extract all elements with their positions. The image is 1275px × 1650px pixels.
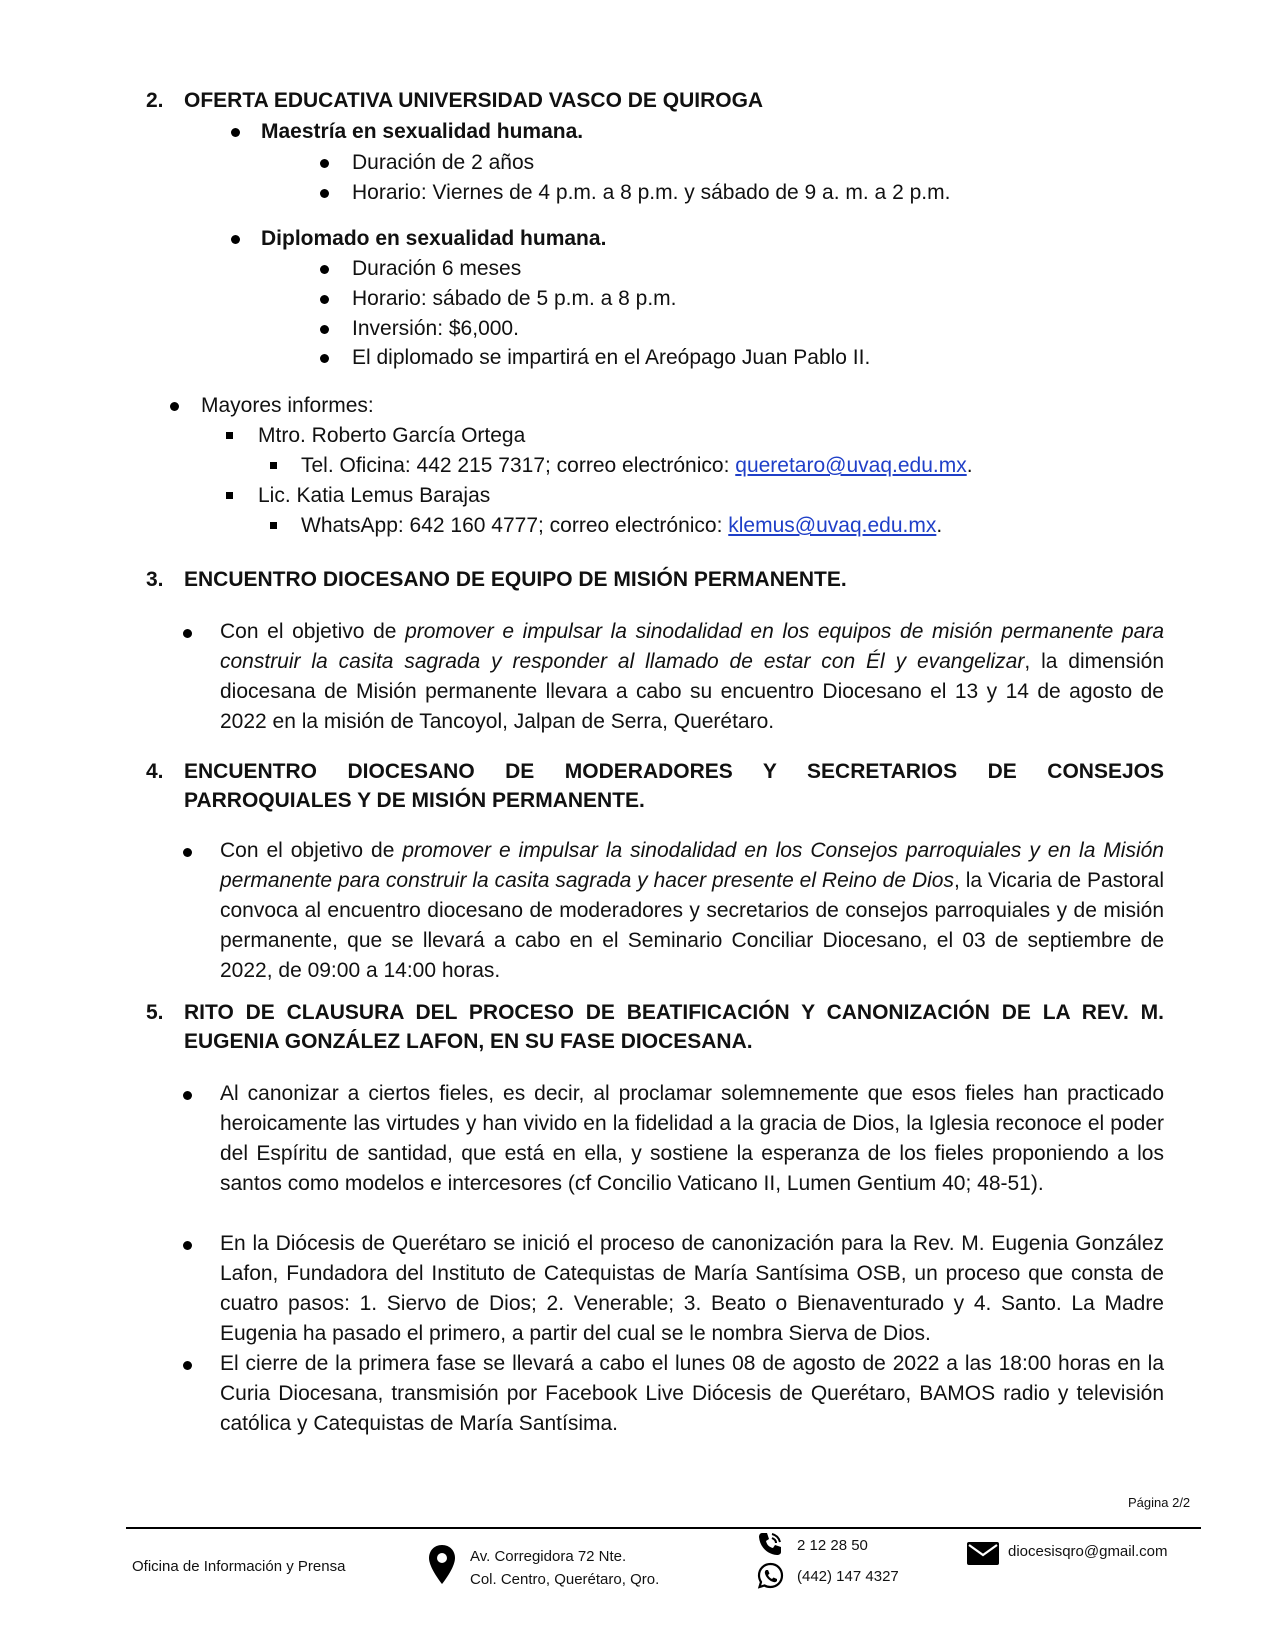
- bullet-dot: [183, 848, 192, 857]
- section-number: 2.: [146, 89, 164, 112]
- whatsapp-number: (442) 147 4327: [797, 1568, 899, 1585]
- bullet-dot: [183, 629, 192, 638]
- text: , la dimensión diocesana de Misión permanente llevara a cabo su encuentro Diocesano el 13 y 14 de agosto de 2022 en la misión de Tancoyol, Jalpan de Serra, Querétaro.: [220, 650, 1164, 733]
- contact-detail-text: Tel. Oficina: 442 215 7317; correo electrónico:: [301, 454, 736, 477]
- bullet-square: [270, 462, 277, 469]
- bullet-square: [226, 492, 233, 499]
- text: Con el objetivo de: [220, 620, 406, 643]
- list-item: Duración de 2 años: [352, 151, 535, 174]
- list-item: Inversión: $6,000.: [352, 317, 519, 340]
- bullet-dot: [320, 354, 329, 363]
- contact-detail: [301, 451, 973, 480]
- page-number: Página 2/2: [1128, 1495, 1191, 1510]
- bullet-square: [226, 432, 233, 439]
- section-title: RITO DE CLAUSURA DEL PROCESO DE BEATIFICACIÓN Y CANONIZACIÓN DE LA REV. M. EUGENIA GONZÁLEZ LAFON, EN SU FASE DIOCESANA.: [184, 1001, 1164, 1053]
- email-link[interactable]: klemus@uvaq.edu.mx: [728, 514, 937, 537]
- section-number: 4.: [146, 760, 164, 783]
- list-item: Duración 6 meses: [352, 257, 522, 280]
- bullet-square: [270, 522, 277, 529]
- address-line-1: Av. Corregidora 72 Nte.: [470, 1548, 627, 1565]
- text: , la Vicaria de Pastoral convoca al encuentro diocesano de moderadores y secretarios de consejos parroquiales y de misión permanente, que se llevará a cabo en el Seminario Conciliar Diocesano, el 03 de septiembre de 2022, de 09:00 a 14:00 horas.: [220, 869, 1164, 982]
- italic-text: promover e impulsar la sinodalidad en los Consejos parroquiales y en la Misión permanente para construir la casita sagrada y hacer presente el Reino de Dios: [220, 839, 1164, 892]
- paragraph: [220, 836, 1164, 986]
- section-title: ENCUENTRO DIOCESANO DE EQUIPO DE MISIÓN PERMANENTE.: [184, 568, 847, 591]
- section-title: OFERTA EDUCATIVA UNIVERSIDAD VASCO DE QUIROGA: [184, 89, 764, 112]
- punctuation: .: [936, 514, 943, 537]
- address-line-2: Col. Centro, Querétaro, Qro.: [470, 1571, 660, 1588]
- bullet-dot: [231, 128, 240, 137]
- contact-name: Lic. Katia Lemus Barajas: [258, 484, 491, 507]
- info-label: Mayores informes:: [201, 394, 374, 417]
- location-pin-icon: [428, 1544, 456, 1586]
- paragraph: Al canonizar a ciertos fieles, es decir, al proclamar solemnemente que esos fieles han practicado heroicamente las virtudes y han vivido en la fidelidad a la gracia de Dios, la Iglesia reconoce el poder del Espíritu de santidad, que está en ella, y sostiene la esperanza de los fieles proponiendo a los santos como modelos e intercesores (cf Concilio Vaticano II, Lumen Gentium 40; 48-51).: [220, 1082, 1164, 1195]
- contact-detail-text: WhatsApp: 642 160 4777; correo electrónico:: [301, 514, 729, 537]
- section-number: 3.: [146, 568, 164, 591]
- bullet-dot: [183, 1091, 192, 1100]
- text: Con el objetivo de: [220, 839, 403, 862]
- bullet-dot: [170, 402, 179, 411]
- section-5-heading: [0, 998, 1275, 1058]
- bullet-dot: [320, 189, 329, 198]
- email-link[interactable]: queretaro@uvaq.edu.mx: [735, 454, 967, 477]
- program-name: Maestría en sexualidad humana.: [261, 120, 584, 143]
- envelope-icon: [966, 1541, 1000, 1566]
- italic-text: promover e impulsar la sinodalidad en los equipos de misión permanente para construir la casita sagrada y responder al llamado de estar con Él y evangelizar: [220, 620, 1165, 673]
- list-item: Horario: Viernes de 4 p.m. a 8 p.m. y sábado de 9 a. m. a 2 p.m.: [352, 181, 951, 204]
- bullet-dot: [320, 295, 329, 304]
- bullet-dot: [320, 159, 329, 168]
- footer-divider: [126, 1527, 1201, 1529]
- section-title: ENCUENTRO DIOCESANO DE MODERADORES Y SECRETARIOS DE CONSEJOS PARROQUIALES Y DE MISIÓN PERMANENTE.: [184, 760, 1164, 812]
- bullet-dot: [183, 1361, 192, 1370]
- bullet-dot: [231, 235, 240, 244]
- section-4-heading: [0, 757, 1275, 817]
- bullet-dot: [320, 325, 329, 334]
- program-name: Diplomado en sexualidad humana.: [261, 227, 607, 250]
- punctuation: .: [966, 454, 973, 477]
- phone-icon: [757, 1531, 783, 1557]
- paragraph: El cierre de la primera fase se llevará a cabo el lunes 08 de agosto de 2022 a las 18:00 horas en la Curia Diocesana, transmisión por Facebook Live Diócesis de Querétaro, BAMOS radio y televisión católica y Catequistas de María Santísima.: [220, 1352, 1164, 1435]
- contact-detail: [301, 511, 942, 540]
- list-item: Horario: sábado de 5 p.m. a 8 p.m.: [352, 287, 677, 310]
- contact-email: diocesisqro@gmail.com: [1008, 1543, 1168, 1560]
- paragraph: En la Diócesis de Querétaro se inició el proceso de canonización para la Rev. M. Eugenia González Lafon, Fundadora del Instituto de Catequistas de María Santísima OSB, un proceso que consta de cuatro pasos: 1. Siervo de Dios; 2. Venerable; 3. Beato o Bienaventurado y 4. Santo. La Madre Eugenia ha pasado el primero, a partir del cual se le nombra Sierva de Dios.: [220, 1232, 1164, 1345]
- phone-number: 2 12 28 50: [797, 1537, 868, 1554]
- section-number: 5.: [146, 1001, 164, 1024]
- list-item: El diplomado se impartirá en el Areópago Juan Pablo II.: [352, 346, 871, 369]
- contact-name: Mtro. Roberto García Ortega: [258, 424, 526, 447]
- whatsapp-icon: [757, 1562, 784, 1589]
- office-name: Oficina de Información y Prensa: [132, 1558, 346, 1575]
- bullet-dot: [320, 265, 329, 274]
- bullet-dot: [183, 1241, 192, 1250]
- paragraph: [220, 617, 1164, 737]
